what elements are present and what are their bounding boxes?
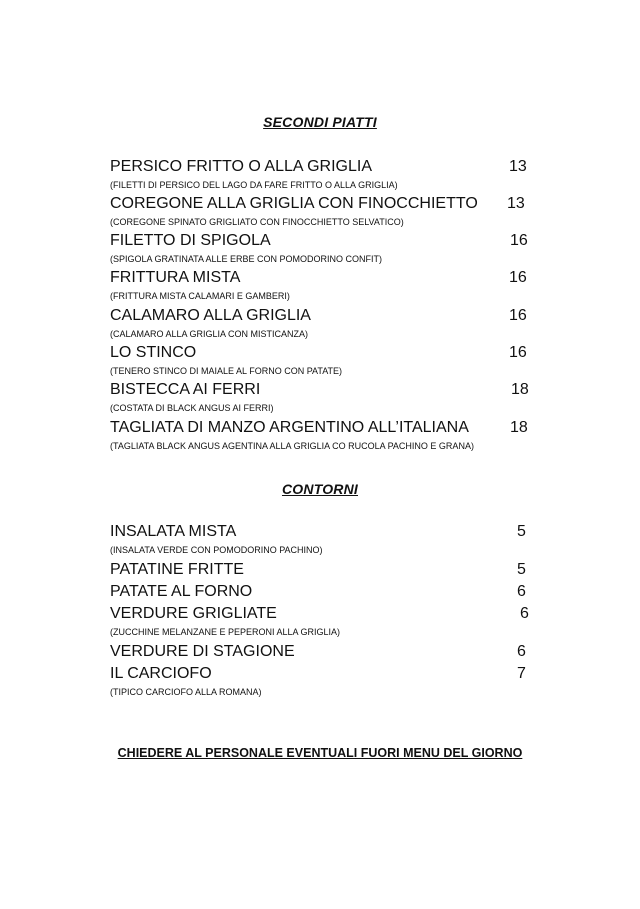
menu-item-price: 6 [517,643,526,660]
menu-item-price: 16 [509,307,527,324]
footer-note: CHIEDERE AL PERSONALE EVENTUALI FUORI MENU DEL GIORNO [117,746,523,760]
menu-item-price: 16 [509,344,527,361]
menu-item-name: PATATE AL FORNO [110,583,253,600]
menu-item-desc: (COREGONE SPINATO GRIGLIATO CON FINOCCHIETTO SELVATICO) [110,217,404,227]
menu-item-name: INSALATA MISTA [110,523,237,540]
menu-item-price: 18 [511,381,529,398]
menu-item-desc: (FRITTURA MISTA CALAMARI E GAMBERI) [110,291,290,301]
menu-item-desc: (TENERO STINCO DI MAIALE AL FORNO CON PATATE) [110,366,343,376]
menu-item-price: 6 [517,583,526,600]
menu-item-desc: (TIPICO CARCIOFO ALLA ROMANA) [110,687,262,697]
menu-item-price: 13 [507,195,525,212]
menu-item-price: 6 [520,605,529,622]
secondi-title: SECONDI PIATTI [263,114,377,130]
contorni-title: CONTORNI [281,481,358,497]
menu-item-price: 16 [509,269,527,286]
menu-item-name: TAGLIATA DI MANZO ARGENTINO ALL’ITALIANA [110,419,469,436]
menu-item-price: 5 [517,523,526,540]
menu-item-desc: (INSALATA VERDE CON POMODORINO PACHINO) [110,545,323,555]
menu-item-price: 5 [517,561,526,578]
menu-item-name: FILETTO DI SPIGOLA [110,232,271,249]
menu-item-price: 16 [510,232,528,249]
menu-item-name: COREGONE ALLA GRIGLIA CON FINOCCHIETTO [110,195,478,212]
menu-item-name: LO STINCO [110,344,197,361]
menu-item-desc: (CALAMARO ALLA GRIGLIA CON MISTICANZA) [110,329,309,339]
menu-item-price: 7 [517,665,526,682]
menu-item-desc: (SPIGOLA GRATINATA ALLE ERBE CON POMODORINO CONFIT) [110,254,383,264]
menu-item-desc: (TAGLIATA BLACK ANGUS AGENTINA ALLA GRIGLIA CO RUCOLA PACHINO E GRANA) [110,441,474,451]
menu-item-name: FRITTURA MISTA [110,269,241,286]
menu-item-name: PERSICO FRITTO O ALLA GRIGLIA [110,158,372,175]
menu-item-name: IL CARCIOFO [110,665,212,682]
menu-item-name: VERDURE GRIGLIATE [110,605,277,622]
menu-item-price: 13 [509,158,527,175]
menu-item-name: VERDURE DI STAGIONE [110,643,295,660]
menu-item-desc: (FILETTI DI PERSICO DEL LAGO DA FARE FRITTO O ALLA GRIGLIA) [110,180,398,190]
menu-item-name: CALAMARO ALLA GRIGLIA [110,307,311,324]
menu-item-desc: (COSTATA DI BLACK ANGUS AI FERRI) [110,403,274,413]
menu-item-name: BISTECCA AI FERRI [110,381,261,398]
menu-item-name: PATATINE FRITTE [110,561,244,578]
menu-item-desc: (ZUCCHINE MELANZANE E PEPERONI ALLA GRIGLIA) [110,627,341,637]
menu-item-price: 18 [510,419,528,436]
